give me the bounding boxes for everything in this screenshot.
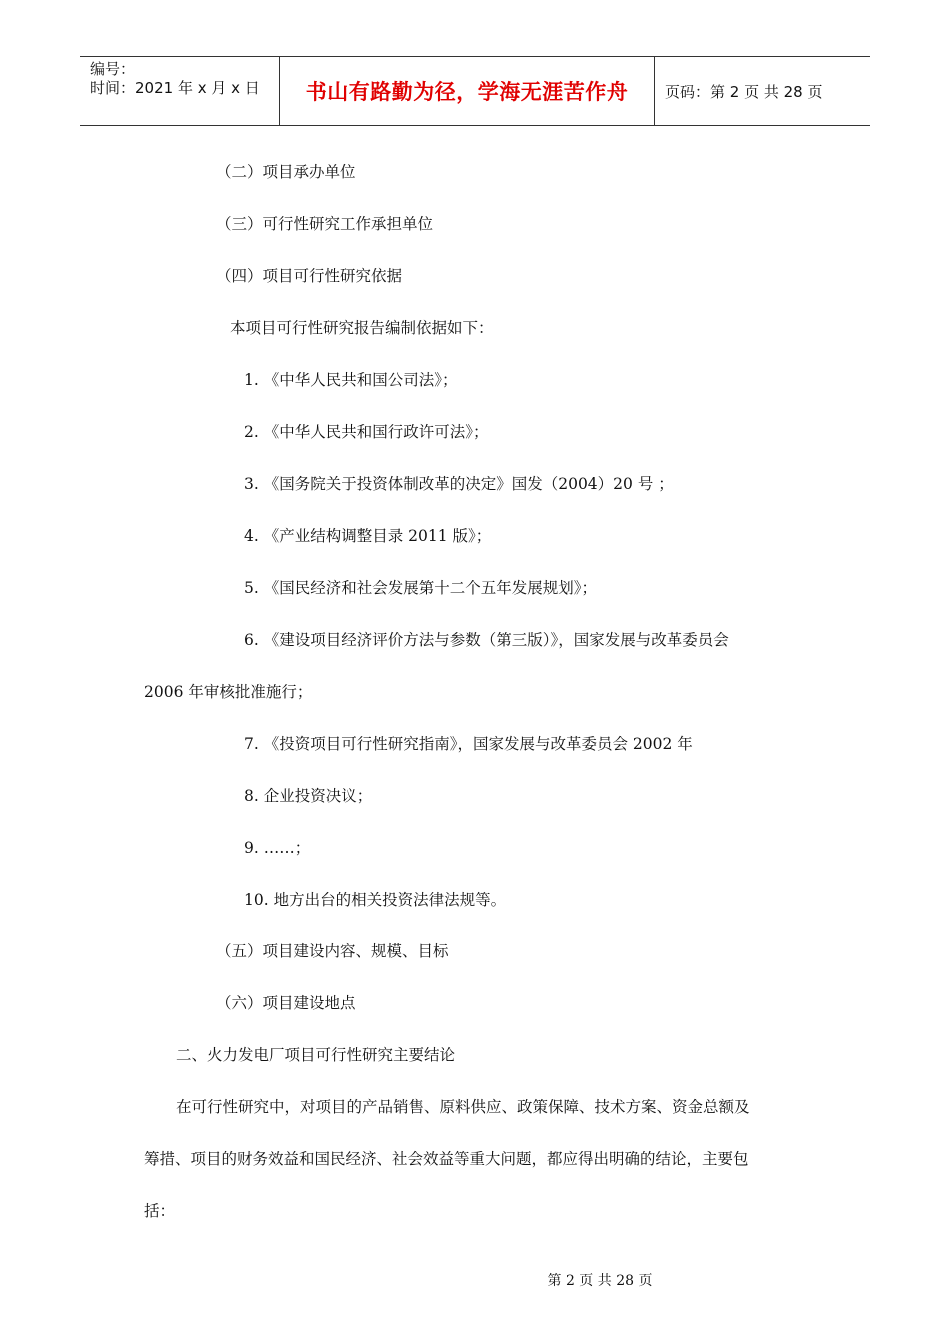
paragraph-text: 括：: [144, 1202, 176, 1220]
list-item-continuation: 2006 年审核批准施行；: [144, 683, 313, 701]
section-heading: （二）项目承办单位: [216, 163, 356, 181]
document-time-label: 时间：2021 年 x 月 x 日: [90, 79, 260, 97]
list-item: 9. ……；: [244, 839, 311, 857]
chapter-heading: 二、火力发电厂项目可行性研究主要结论: [176, 1046, 456, 1064]
document-number-label: 编号：: [90, 60, 136, 78]
list-item: 6. 《建设项目经济评价方法与参数（第三版）》，国家发展与改革委员会: [244, 631, 729, 649]
header-motto: 书山有路勤为径，学海无涯苦作舟: [280, 57, 655, 125]
section-heading: （四）项目可行性研究依据: [216, 267, 403, 285]
paragraph-text: 筹措、项目的财务效益和国民经济、社会效益等重大问题，都应得出明确的结论，主要包: [144, 1150, 749, 1168]
header-page-info: 页码：第 2 页 共 28 页: [665, 82, 823, 101]
list-item: 2. 《中华人民共和国行政许可法》；: [244, 423, 489, 441]
paragraph-text: 在可行性研究中，对项目的产品销售、原料供应、政策保障、技术方案、资金总额及: [176, 1098, 750, 1116]
list-item: 4. 《产业结构调整目录 2011 版》；: [244, 527, 492, 545]
section-heading: （五）项目建设内容、规模、目标: [216, 942, 449, 960]
page-footer: 第 2 页 共 28 页: [547, 1273, 653, 1289]
section-heading: （六）项目建设地点: [216, 994, 356, 1012]
list-item: 3. 《国务院关于投资体制改革的决定》国发（2004）20 号 ；: [244, 475, 674, 493]
paragraph-text: 本项目可行性研究报告编制依据如下：: [230, 319, 494, 337]
list-item: 5. 《国民经济和社会发展第十二个五年发展规划》；: [244, 579, 597, 597]
list-item: 10. 地方出台的相关投资法律法规等。: [244, 891, 507, 909]
list-item: 8. 企业投资决议；: [244, 787, 373, 805]
header-meta: [80, 57, 280, 125]
list-item: 7. 《投资项目可行性研究指南》，国家发展与改革委员会 2002 年: [244, 735, 693, 753]
page-header: [80, 56, 870, 126]
section-heading: （三）可行性研究工作承担单位: [216, 215, 434, 233]
list-item: 1. 《中华人民共和国公司法》；: [244, 371, 458, 389]
